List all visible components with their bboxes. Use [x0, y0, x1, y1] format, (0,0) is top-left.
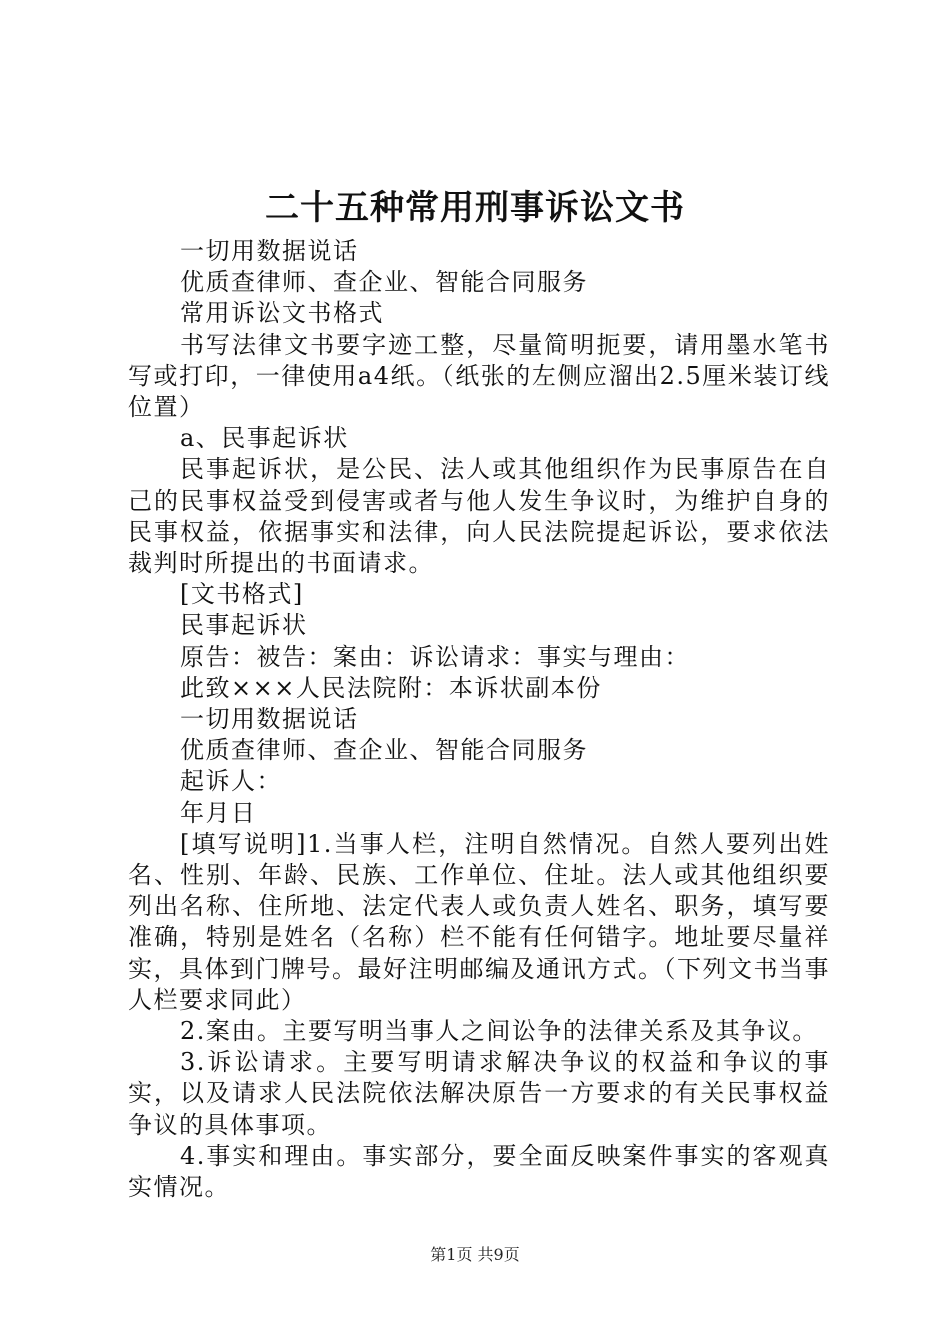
paragraph: 常用诉讼文书格式: [180, 299, 384, 328]
document-title: 二十五种常用刑事诉讼文书: [265, 188, 685, 228]
paragraph: 年月日: [180, 798, 257, 827]
paragraph: [文书格式]: [180, 580, 304, 609]
paragraph: 3.诉讼请求。主要写明请求解决争议的权益和争议的事实，以及请求人民法院依法解决原告一方要求的有关民事权益争议的具体事项。: [128, 1048, 830, 1139]
paragraph: 民事起诉状，是公民、法人或其他组织作为民事原告在自己的民事权益受到侵害或者与他人发生争议时，为维护自身的民事权益，依据事实和法律，向人民法院提起诉讼，要求依法裁判时所提出的书面请求。: [128, 455, 830, 578]
paragraph: 优质查律师、查企业、智能合同服务: [180, 268, 588, 297]
paragraph: a、民事起诉状: [180, 424, 349, 453]
paragraph: 一切用数据说话: [180, 705, 359, 734]
paragraph: 书写法律文书要字迹工整，尽量简明扼要，请用墨水笔书写或打印，一律使用a4纸。（纸张的左侧应溜出2.5厘米装订线位置）: [128, 330, 830, 422]
document-body: [128, 236, 830, 1203]
paragraph: 4.事实和理由。事实部分，要全面反映案件事实的客观真实情况。: [128, 1141, 830, 1202]
paragraph: 起诉人：: [180, 767, 282, 796]
paragraph: 优质查律师、查企业、智能合同服务: [180, 736, 588, 765]
paragraph: 民事起诉状: [180, 611, 308, 640]
paragraph: 一切用数据说话: [180, 237, 359, 265]
paragraph: 2.案由。主要写明当事人之间讼争的法律关系及其争议。: [180, 1017, 818, 1046]
page-footer: 第1页 共9页: [430, 1245, 520, 1264]
paragraph: 原告：被告：案由：诉讼请求：事实与理由：: [180, 642, 690, 671]
paragraph: 此致×××人民法院附：本诉状副本份: [180, 673, 602, 702]
paragraph: [填写说明]1.当事人栏，注明自然情况。自然人要列出姓名、性别、年龄、民族、工作单位、住址。法人或其他组织要列出名称、住所地、法定代表人或负责人姓名、职务，填写要准确，特别是姓名（名称）栏不能有任何错字。地址要尽量祥实，具体到门牌号。最好注明邮编及通讯方式。（下列文书当事人栏要求同此）: [128, 829, 830, 1014]
